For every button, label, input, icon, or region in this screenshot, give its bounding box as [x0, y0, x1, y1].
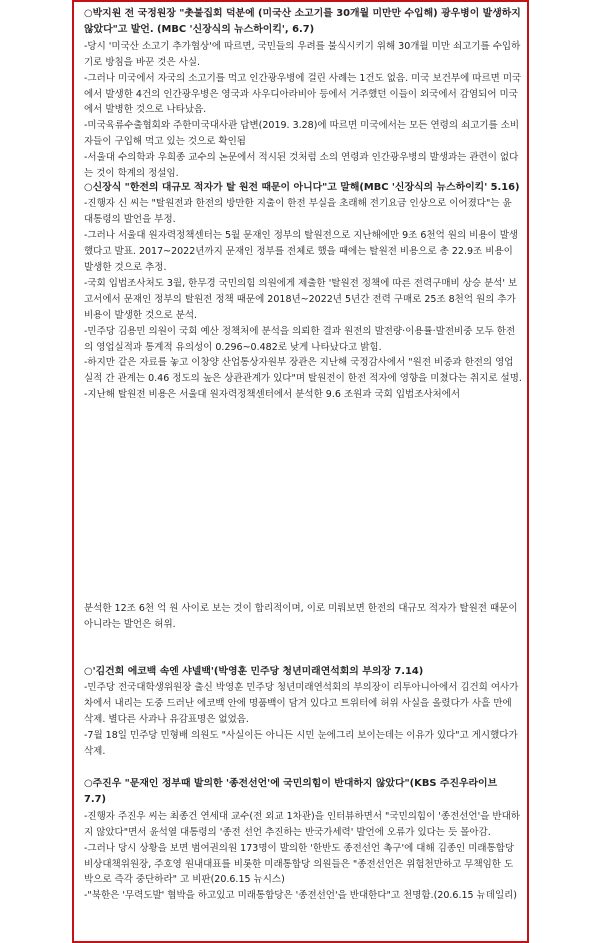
section-line: -민주당 전국대학생위원장 출신 박영훈 민주당 청년미래연석회의 부의장이 리투아니아에서 김건희 여사가 차에서 내리는 도중 드러난 에코백 안에 명품백이 담겨 있다고 트위터에 허위 사실을 올렸다가 사흘 만에 삭제. 별다른 사과나 유감표명은 없었음.	[84, 682, 519, 726]
section-line: -당시 '미국산 소고기 추가협상'에 따르면, 국민들의 우려를 불식시키기 위해 30개월 미만 쇠고기를 수입하기로 방침을 바꾼 것은 사실.	[84, 40, 521, 68]
section-shin-jangsik	[84, 180, 522, 403]
section-title: ○박지원 전 국정원장 "촛불집회 덕분에 (미국산 소고기를 30개월 미만만 수입해) 광우병이 발생하지 않았다"고 발언. (MBC '신장식의 뉴스하이킥', 6.7)	[84, 8, 521, 36]
section-line: -그러나 서울대 원자력정책센터는 5월 문재인 정부의 탈원전으로 지난해에만 9조 6천억 원의 비용이 발생했다고 발표. 2017~2022년까지 문재인 정부를 전체로 했을 때에는 탈원전 비용으로 총 22.9조 비용이 발생한 것으로 추정.	[84, 230, 519, 274]
section-line: -하지만 같은 자료를 놓고 이창양 산업통상자원부 장관은 지난해 국정감사에서 "원전 비중과 한전의 영업실적 간 관계는 0.46 정도의 높은 상관관계가 있다"며 탈원전이 한전 적자에 영향을 미쳤다는 취지로 설명.	[84, 357, 522, 385]
section-shin-jangsik-continued	[84, 601, 522, 633]
frame-top-border	[74, 0, 527, 2]
section-line: -진행자 신 씨는 "탈원전과 한전의 방만한 지출이 한전 부실을 초래해 전기요금 인상으로 이어졌다"는 윤 대통령의 발언을 부정.	[84, 198, 512, 226]
section-ju-jinwoo	[84, 776, 522, 904]
section-line: -7월 18일 민주당 민형배 의원도 "사실이든 아니든 시민 눈에그리 보이는데는 이유가 있다"고 게시했다가 삭제.	[84, 730, 518, 758]
section-title: ○주진우 "문재인 정부때 발의한 '종전선언'에 국민의힘이 반대하지 않았다"(KBS 주진우라이브 7.7)	[84, 778, 498, 806]
section-line-continuation: 분석한 12조 6천 억 원 사이로 보는 것이 합리적이며, 이로 미뤄보면 한전의 대규모 적자가 탈원전 때문이 아니라는 발언은 허위.	[84, 603, 518, 630]
section-line: -그러나 당시 상황을 보면 범여권의원 173명이 발의한 '한반도 종전선언 촉구'에 대해 김종인 미래통합당 비상대책위원장, 주호영 원내대표를 비롯한 미래통합당 의원들은 "종전선언은 위험천만하고 무책임한 도박으로 즉각 중단하라" 고 비판(20.6.15 뉴시스)	[84, 842, 515, 886]
section-line: -민주당 김용민 의원이 국회 예산 정책처에 분석을 의뢰한 결과 원전의 발전량·이용률·발전비중 모두 한전의 영업실적과 통계적 유의성이 0.296~0.482로 낮게 나타났다고 밝힘.	[84, 325, 516, 353]
section-line: -"북한은 '무력도발' 협박을 하고있고 미래통합당은 '종전선언'을 반대한다"고 천명함.(20.6.15 뉴데일리)	[84, 890, 518, 902]
section-line: -지난해 탈원전 비용은 서울대 원자력정책센터에서 분석한 9.6 조원과 국회 입법조사처에서	[84, 389, 461, 401]
section-kim-keonhee-bag	[84, 664, 522, 760]
section-line: -그러나 미국에서 자국의 소고기를 먹고 인간광우병에 걸린 사례는 1건도 없음. 미국 보건부에 따르면 미국에서 발생한 4건의 인간광우병은 영국과 사우디아라비아 등에서 거주했던 이들이 외국에서 감염되어 미국에서 발병한 것으로 나타났음.	[84, 72, 522, 116]
section-line: -미국육류수출협회와 주한미국대사관 답변(2019. 3.28)에 따르면 미국에서는 모든 연령의 쇠고기를 소비자들이 구입해 먹고 있는 것으로 확인됨	[84, 120, 520, 148]
section-line: -국회 입법조사처도 3월, 한무경 국민의힘 의원에게 제출한 '탈원전 정책에 따른 전력구매비 상승 분석' 보고서에서 문재인 정부의 탈원전 정책 때문에 2018년~2022년 5년간 전력 구매로 25조 8천억 원의 추가 비용이 발생한 것으로 분석.	[84, 277, 518, 321]
section-title: ○신장식 "한전의 대규모 적자가 탈 원전 때문이 아니다"고 말해(MBC '신장식의 뉴스하이킥' 5.16)	[84, 182, 520, 193]
section-park-jiwon	[84, 6, 522, 182]
section-title: ○'김건희 에코백 속엔 샤넬백'(박영훈 민주당 청년미래연석회의 부의장 7.14)	[84, 666, 424, 677]
section-line: -서울대 수의학과 우희종 교수의 논문에서 적시된 것처럼 소의 연령과 인간광우병의 발생과는 관련이 없다는 것이 학계의 정설임.	[84, 152, 519, 180]
section-line: -진행자 주진우 씨는 최종건 연세대 교수(전 외교 1차관)을 인터뷰하면서 "국민의힘이 '종전선언'을 반대하지 않았다"면서 윤석열 대통령의 '종전 선언 추진하는 반국가세력' 발언에 오류가 있다는 듯 몰아감.	[84, 810, 520, 838]
